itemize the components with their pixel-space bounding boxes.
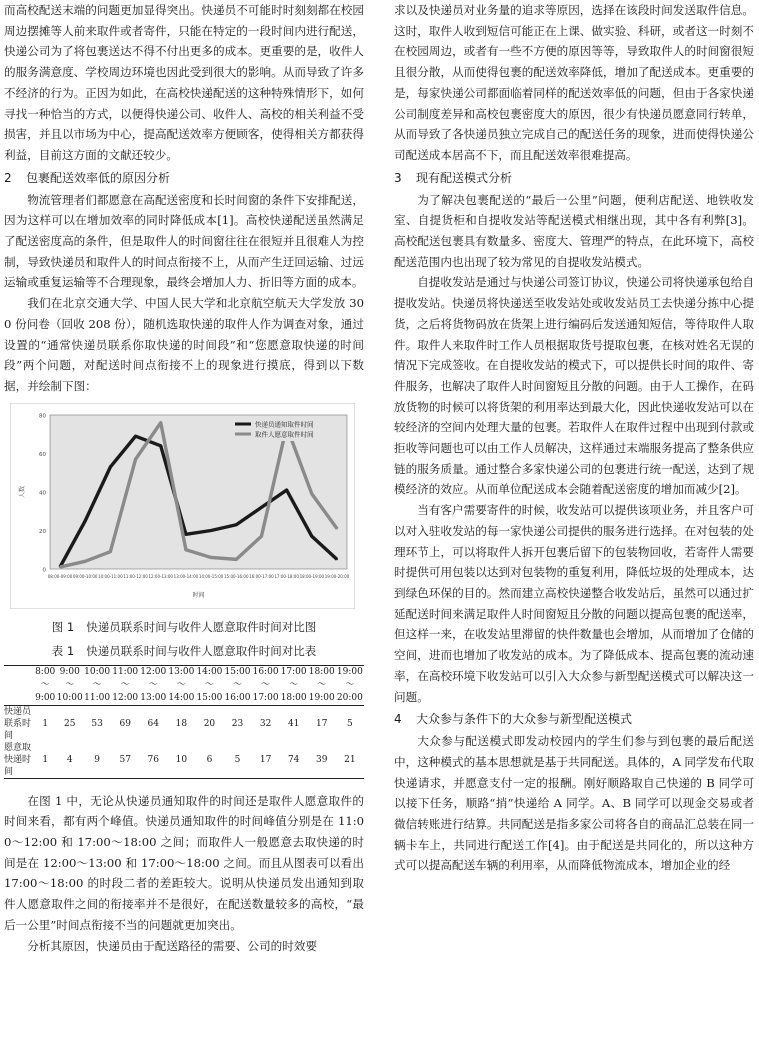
- table-cell: 6: [206, 754, 213, 765]
- table-cell: 4: [66, 754, 73, 765]
- table-header-cell: [280, 665, 308, 705]
- table-cell: 76: [147, 754, 159, 765]
- table-row-header-text: 愿意取: [4, 742, 32, 753]
- x-tick-label: 08:00-09:00: [47, 573, 73, 579]
- table-header-text: 9:00: [35, 692, 56, 703]
- x-tick-label: 14:00-15:00: [198, 573, 224, 579]
- series-2-point: [311, 493, 313, 495]
- table-cell: 1: [42, 754, 49, 765]
- table-header-row: [4, 665, 364, 705]
- x-tick-label: 18:00-19:00: [299, 573, 325, 579]
- table-header-text: 13:00: [140, 692, 167, 703]
- table-1-caption-text: 快递员联系时间与收件人愿意取件时间对比表: [86, 643, 317, 658]
- section-3-number: 3: [394, 170, 402, 185]
- right-column: [394, 0, 754, 876]
- table-row-header-text: 联系时间: [4, 718, 32, 741]
- x-tick-label: 09:00-10:00: [72, 573, 98, 579]
- section-3-paragraph-3: 当有客户需要寄件的时候，收发站可以提供该项业务，并且客户可以对入驻收发站的每一家快递公司提供的服务进行选择。在对包装的处理环节上，可以将取件人拆开包裹后留下的包装物回收，若寄件人需要时提供可用包装以达到对包装物的重复利用，降低垃圾的处理成本，达到绿色环保的目的。然而建立高校快递整合收发站后，虽然可以通过扩延配送时间来满足取件人时间窗短且分散的问题以提高包裹的配送率，但这样一来，在收发站里滞留的快件数量也会增加，从而增加了仓储的空间，进而也增加了收发站的成本。为了降低成本、提高包裹的流动速率，在高校环境下收发站可以引入大众参与新型配送模式可以解决这一问题。: [394, 503, 754, 704]
- table-header-text: 9:00～: [59, 666, 80, 690]
- x-tick-label: 19:00-20:00: [324, 573, 350, 579]
- x-tick-label: 17:00-18:00: [274, 573, 299, 579]
- x-tick-label: 15:00-16:00: [224, 573, 249, 579]
- section-2-paragraph-4: 分析其原因，快递员由于配送路径的需要、公司的时效要: [27, 938, 318, 953]
- series-1-point: [185, 533, 187, 535]
- series-1-point: [261, 506, 263, 508]
- table-cell: 17: [316, 718, 328, 729]
- table-cell: 10: [175, 754, 188, 765]
- table-cell: 57: [119, 754, 131, 765]
- section-2-paragraph-3: 在图 1 中，无论从快递员通知取件的时间还是取件人愿意取件的时间来看，都有两个峰值。快递员通知取件的时间峰值分别是在 11:00～12:00 和 17:00～18:00 之间；而取件人一般愿意去取快递的时间是在 12:00～13:00 和 17:00～18:00 之间。而且从图表可以看出 17:00～18:00 的时段二者的差距较大。说明从快递员发出通知到取件人愿意取件之间的衔接率并不是很好，在配送数量较多的高校，“最后一公里”时间点衔接不当的问题就更加突出。: [4, 793, 364, 932]
- series-1-point: [311, 535, 313, 537]
- table-cell: 41: [287, 718, 300, 729]
- table-header-cell: [195, 665, 223, 705]
- table-row: [4, 705, 364, 742]
- section-2-paragraph-1: 物流管理者们都愿意在高配送密度和长时间窗的条件下安排配送，因为这样可以在增加效率的同时降低成本[1]。高校快递配送虽然满足了配送密度高的条件，但是取件人的时间窗往往在很短并且很难人为控制，导致快递员和取件人的时间点衔接不上，从而产生迂回运输、过远运输或重复运输等不合理现象，最终会增加人力、折旧等方面的成本。: [4, 192, 364, 290]
- y-tick-label: 40: [39, 490, 46, 497]
- table-header-text: 10:00: [56, 692, 83, 703]
- table-cell: 1: [42, 718, 49, 729]
- section-3-title: 现有配送模式分析: [416, 170, 513, 185]
- table-cell: 5: [234, 754, 241, 765]
- table-header-text: 17:00: [252, 692, 279, 703]
- table-1-number: 表 1: [51, 643, 75, 658]
- series-1-point: [109, 466, 111, 468]
- table-header-text: 10:00～: [84, 666, 111, 690]
- section-2-heading: [4, 168, 364, 188]
- table-row: [4, 742, 364, 779]
- table-header-text: 14:00～: [196, 666, 223, 690]
- table-header-text: 19:00～: [336, 666, 363, 690]
- table-row-header: [4, 705, 34, 742]
- table-header-text: 12:00: [112, 692, 139, 703]
- table-header-text: 18:00: [280, 692, 307, 703]
- series-1-point: [235, 523, 237, 525]
- table-header-cell: [167, 665, 195, 705]
- x-axis-label: 时间: [192, 591, 205, 599]
- table-header-cell: [336, 665, 364, 705]
- series-1-point: [336, 558, 338, 560]
- y-axis-label: 人数: [19, 485, 26, 498]
- section-2-title: 包裹配送效率低的原因分析: [26, 170, 171, 185]
- series-1-point: [135, 435, 137, 437]
- x-tick-label: 12:00-13:00: [148, 573, 173, 579]
- series-1-point: [160, 445, 162, 447]
- left-column: [4, 0, 364, 956]
- figure-1-caption: [4, 617, 364, 637]
- table-header-text: 17:00～: [280, 666, 307, 690]
- y-tick-label: 80: [39, 413, 46, 420]
- table-header-cell: [308, 665, 336, 705]
- table-cell: 5: [347, 718, 353, 729]
- section-4-paragraph-1: 大众参与配送模式即发动校园内的学生们参与到包裹的最后配送中，这种模式的基本思想就是基于共同配送。具体的，A 同学发布代取快递请求，并愿意支付一定的报酬。刚好顺路取自己快递的 B 同学可以接下任务，顺路“捎”快递给 A 同学。A、B 同学可以现金交易或者微信转账进行结算。共同配送是指多家公司将各自的商品汇总装在同一辆卡车上，共同进行配送工作[4]。由于配送是共同化的，所以这种方式可以提高配送车辆的利用率，从而降低物流成本，增加企业的经: [394, 734, 754, 873]
- table-header-cell: [34, 665, 56, 705]
- section-3-paragraph-1: 为了解决包裹配送的“最后一公里”问题，便利店配送、地铁收发室、自提货柜和自提收发站等配送模式相继出现，其中各有利弊[3]。高校配送包裹具有数量多、密度大、管理严的特点，在此环境下，高校配送范围内也出现了较为常见的自提收发站模式。: [394, 192, 754, 269]
- legend-label-2: 取件人愿意取件时间: [255, 430, 314, 439]
- table-header-corner: [4, 665, 34, 705]
- section-3-paragraph-2: 自提收发站是通过与快递公司签订协议，快递公司将快递承包给自提收发站。快递员将快递送至收发站处或收发站员工去快递分拣中心提货，之后将货物码放在货架上进行编码后发送通知短信，等待取件人取件。取件人来取件时工作人员根据取货号提取包裹，在核对姓名无误的情况下完成签收。在自提收发站的模式下，可以提供长时间的取件、寄件服务，也解决了取件人时间窗短且分散的问题。由于人工操作，在码放货物的时候可以将货架的利用率达到最大化，因此快递收发站可以在较经济的空间内处理大量的包裹。若取件人在取件过程中出现到付款或拒收等问题也可以由工作人员解决，这样通过末端服务提高了整条供应链的服务质量。通过整合多家快递公司的包裹进行统一配送，达到了规模经济的效应。从而单位配送成本会随着配送密度的增加而减少[2]。: [394, 275, 754, 497]
- table-cell: 69: [119, 718, 131, 729]
- series-2-point: [59, 566, 61, 568]
- table-cell: 9: [94, 754, 100, 765]
- table-header-text: 15:00: [196, 692, 223, 703]
- series-2-point: [210, 556, 212, 558]
- table-row-header-text: 快递员: [4, 706, 32, 717]
- table-header-cell: [223, 665, 251, 705]
- table-header-text: 15:00～: [224, 666, 251, 690]
- table-header-cell: [139, 665, 167, 705]
- table-cell: 17: [259, 754, 272, 765]
- table-header-text: 11:00～: [112, 666, 139, 690]
- x-tick-label: 11:00-12:00: [123, 573, 148, 579]
- table-cell: 21: [344, 754, 356, 765]
- x-tick-label: 10:00-11:00: [98, 573, 123, 579]
- series-2-point: [109, 550, 111, 552]
- y-tick-label: 20: [39, 528, 46, 535]
- figure-1-number: 图 1: [51, 619, 75, 634]
- table-cell: 39: [316, 754, 328, 765]
- series-2-point: [185, 549, 187, 551]
- table-row-header-text: 快递时间: [4, 754, 32, 777]
- section-3-heading: [394, 168, 754, 188]
- figure-1-chart: [4, 403, 364, 613]
- table-header-text: 18:00～: [308, 666, 335, 690]
- series-1-point: [84, 520, 86, 522]
- table-cell: 23: [231, 718, 244, 729]
- table-cell: 64: [147, 718, 159, 729]
- table-cell: 25: [63, 718, 76, 729]
- table-header-cell: [111, 665, 139, 705]
- series-2-point: [261, 535, 263, 537]
- series-2-point: [235, 558, 237, 560]
- x-tick-label: 13:00-14:00: [173, 573, 199, 579]
- line-chart: [10, 403, 355, 609]
- table-1: [4, 665, 364, 779]
- section-4-title: 大众参与条件下的大众参与新型配送模式: [416, 712, 633, 727]
- table-cell: 74: [287, 754, 300, 765]
- legend-label-1: 快递员通知取件时间: [255, 420, 314, 429]
- right-paragraph-1: 求以及快递员对业务量的追求等原因，选择在该段时间发送取件信息。这时，取件人收到短信可能正在上课、做实验、科研，或者这一时刻不在校园周边，或者有一些不方便的原因等等，导致取件人的时间窗很短且很分散，从而使得包裹的配送效率降低，增加了配送成本。更重要的是，每家快递公司都面临着同样的配送效率低的问题，但由于各家快递公司制度差异和高校包裹密度大的原因，很少有快递员愿意同行转单，从而导致了各快递员独立完成自己的配送任务的现象，进而使得快递公司配送成本居高不下，而且配送效率很难提高。: [394, 3, 754, 162]
- table-cell: 53: [91, 718, 103, 729]
- series-2-point: [135, 458, 137, 460]
- series-1-point: [286, 489, 288, 491]
- table-header-cell: [83, 665, 111, 705]
- table-cell: 32: [259, 718, 272, 729]
- section-2-number: 2: [4, 170, 12, 185]
- table-row-header: [4, 742, 34, 779]
- table-header-cell: [252, 665, 280, 705]
- table-header-text: 12:00～: [140, 666, 167, 690]
- section-4-heading: [394, 709, 754, 729]
- table-header-text: 16:00: [224, 692, 251, 703]
- table-header-text: 20:00: [336, 692, 363, 703]
- table-cell: 20: [203, 718, 216, 729]
- intro-tail-paragraph: 而高校配送末端的问题更加显得突出。快递员不可能时时刻刻都在校园周边摆摊等人前来取件或者寄件，只能在特定的一段时间内进行配送，快递公司为了将包裹送达不得不付出更多的成本。更重要的是，收件人的服务满意度、学校周边环境也因此受到很大的影响。从而导致了许多不经济的行为。正因为如此，在高校快递配送的这种特殊情形下，如何寻找一种恰当的方式，以便得快递公司、收件人、高校的相关利益不受损害，并且以市场为中心，提高配送效率方便顾客，使得相关方都获得利益，目前这方面的文献还较少。: [4, 3, 364, 162]
- section-4-number: 4: [394, 712, 402, 727]
- section-2-paragraph-2: 我们在北京交通大学、中国人民大学和北京航空航天大学发放 300 份问卷（回收 208 份），随机选取快递的取件人作为调查对象，通过设置的“通常快递员联系你取快递的时间段”和“您愿意取快递的时间段”两个问题，对配送时间点衔接不上的现象进行摸底，得到以下数据，并绘制下图：: [4, 296, 364, 393]
- table-header-text: 8:00～: [35, 666, 56, 690]
- table-header-text: 19:00: [308, 692, 335, 703]
- table-header-text: 13:00～: [168, 666, 195, 690]
- series-2-point: [84, 560, 86, 562]
- table-header-text: 11:00: [84, 692, 111, 703]
- table-header-text: 14:00: [168, 692, 195, 703]
- table-header-text: 16:00～: [252, 666, 279, 690]
- series-2-point: [160, 421, 162, 423]
- series-2-point: [336, 527, 338, 529]
- table-1-caption: [4, 641, 364, 661]
- y-tick-label: 0: [42, 567, 46, 574]
- figure-1-caption-text: 快递员联系时间与收件人愿意取件时间对比图: [86, 619, 317, 634]
- x-tick-label: 16:00-17:00: [249, 573, 274, 579]
- table-cell: 18: [175, 718, 188, 729]
- table-header-cell: [56, 665, 83, 705]
- y-tick-label: 60: [39, 451, 46, 458]
- series-1-point: [210, 529, 212, 531]
